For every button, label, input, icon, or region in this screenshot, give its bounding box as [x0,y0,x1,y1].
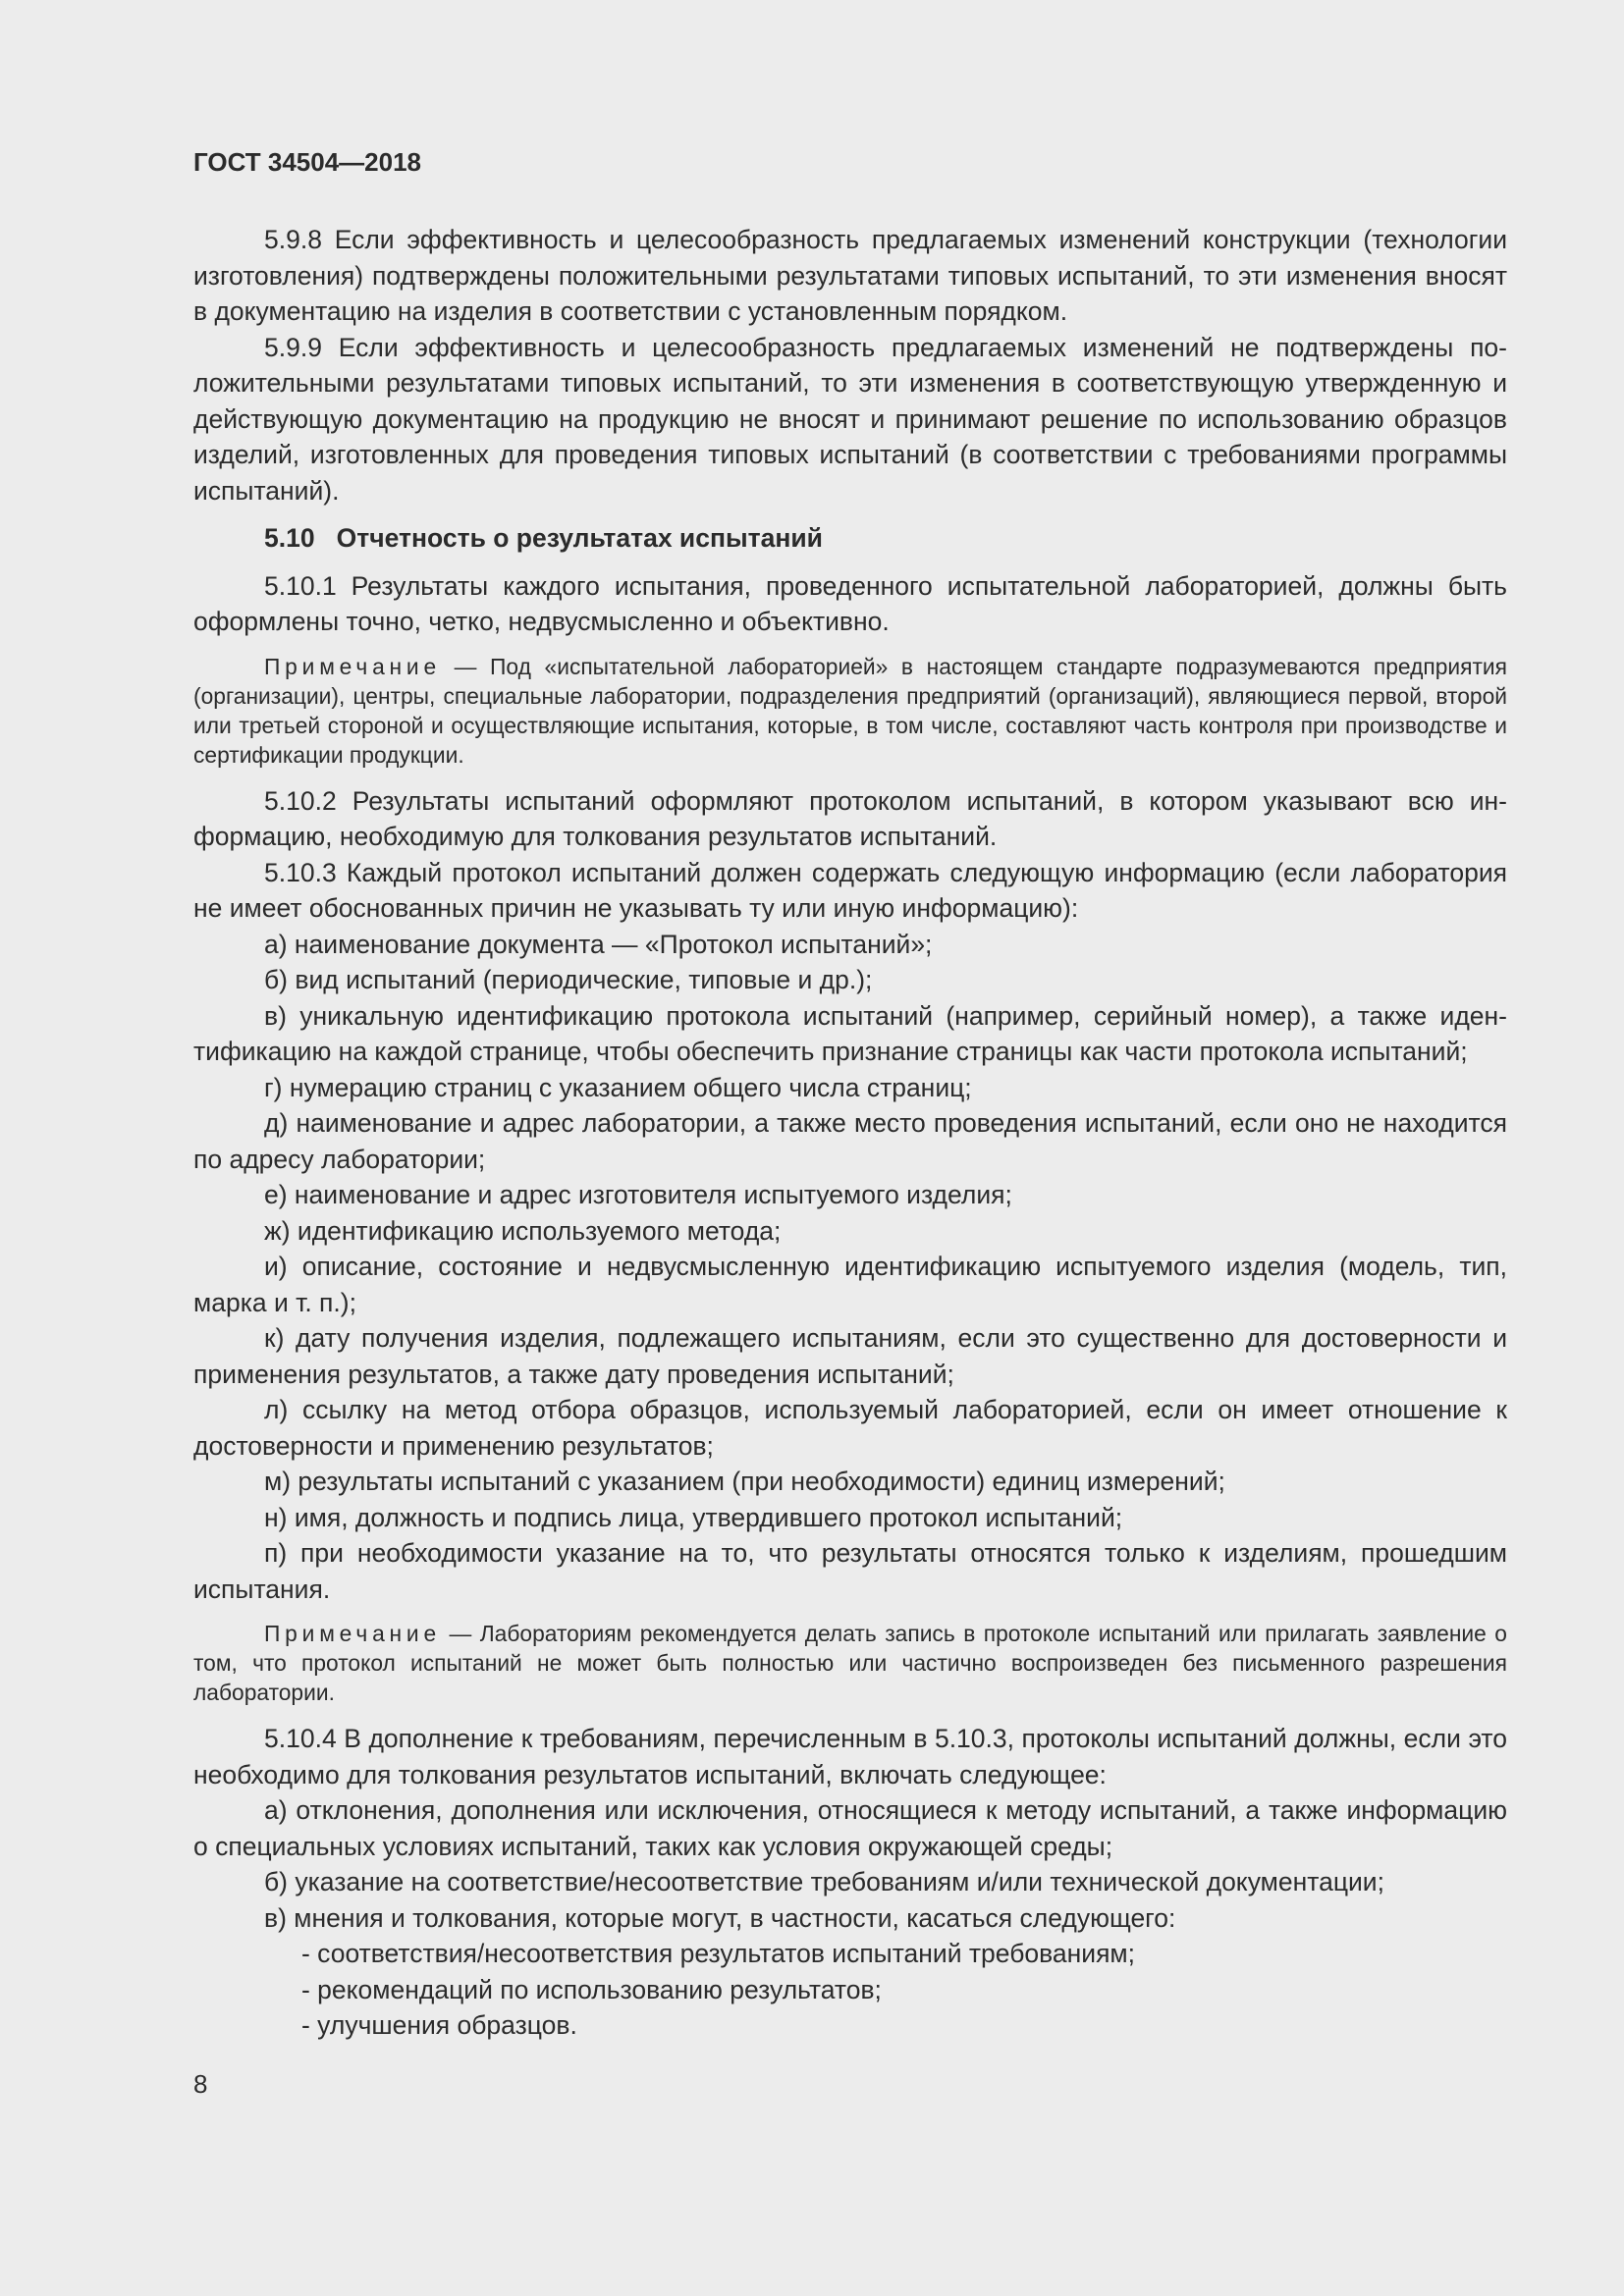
clause-5-9-8: 5.9.8 Если эффективность и целесообразность предлагаемых изменений конструкции (технологии изготовления) подтверждены положительными результатами типовых испытаний, то эти изменения вносят в документацию на изделия в соответствии с установленным порядком. [193,225,1507,326]
list-item: а) отклонения, дополнения или исключения, относящиеся к методу испытаний, а также информацию о специальных условиях испытаний, таких как условия окружающей среды; [193,1795,1507,1861]
list-item: е) наименование и адрес изготовителя испытуемого изделия; [264,1180,1012,1209]
list-item: к) дату получения изделия, подлежащего испытаниям, если это существенно для достоверности и применения результатов, а также дату проведения испытаний; [193,1323,1507,1389]
section-title: Отчетность о результатах испытаний [336,523,823,553]
dash-item: - рекомендаций по использованию результатов; [301,1974,882,2004]
clause-5-10-1: 5.10.1 Результаты каждого испытания, проведенного испытательной лабораторией, должны быть оформлены точно, четко, недвусмысленно и объективно. [193,570,1507,636]
clause-5-10-2: 5.10.2 Результаты испытаний оформляют протоколом испытаний, в котором указывают всю информацию, необходимую для толкования результатов испытаний. [193,785,1507,851]
clause-5-10-3: 5.10.3 Каждый протокол испытаний должен содержать следующую информацию (если лаборатория не имеет обоснованных причин не указывать ту или иную информацию): [193,857,1507,923]
list-item: б) указание на соответствие/несоответствие требованиям и/или технической документации; [264,1867,1384,1896]
clause-5-9-9: 5.9.9 Если эффективность и целесообразность предлагаемых изменений не подтверждены положительными результатами типовых испытаний, то эти изменения в соответствующую утвержденную и действующую документацию на продукцию не вносят и принимают решение по использованию образцов изделий, изготовленных для проведения типовых испытаний (в соответствии с требованиями программы испытаний). [193,332,1507,506]
note-2-text: — Лабораториям рекомендуется делать запись в протоколе испытаний или прилагать заявление о том, что протокол испытаний не может быть полностью или частично воспроизведен без письменного разрешения лаборатории. [193,1621,1507,1705]
list-item: п) при необходимости указание на то, что результаты относятся только к изделиям, прошедшим испытания. [193,1538,1507,1604]
note-label: Примечание [264,1621,441,1646]
note-label: Примечание [264,653,441,679]
list-item: б) вид испытаний (периодические, типовые и др.); [264,965,873,994]
dash-item: - улучшения образцов. [301,2010,577,2040]
document-header: ГОСТ 34504—2018 [193,147,421,177]
list-item: д) наименование и адрес лаборатории, а также место проведения испытаний, если оно не находится по адресу лаборатории; [193,1108,1507,1174]
section-heading [264,520,1507,557]
page-number: 8 [193,2069,208,2099]
note-1-text: — Под «испытательной лабораторией» в настоящем стандарте подразумеваются предприятия (организации), центры, специальные лаборатории, подразделения предприятий (организаций), являющиеся первой, второй или третьей стороной и осуществляющие испытания, которые, в том числе, составляют часть контроля при производстве и сертификации продукции. [193,653,1507,768]
page-content [193,222,1507,2044]
note-2 [193,1619,1507,1707]
list-item: г) нумерацию страниц с указанием общего числа страниц; [264,1072,972,1102]
list-item: а) наименование документа — «Протокол испытаний»; [264,929,933,959]
list-item: в) уникальную идентификацию протокола испытаний (например, серийный номер), а также идентификацию на каждой странице, чтобы обеспечить признание страницы как части протокола испытаний; [193,1000,1507,1066]
list-item: в) мнения и толкования, которые могут, в частности, касаться следующего: [264,1902,1176,1933]
clause-5-10-4: 5.10.4 В дополнение к требованиям, перечисленным в 5.10.3, протоколы испытаний должны, если это необходимо для толкования результатов испытаний, включать следующее: [193,1724,1507,1789]
list-item: н) имя, должность и подпись лица, утвердившего протокол испытаний; [264,1502,1123,1532]
list-item: м) результаты испытаний с указанием (при необходимости) единиц измерений; [264,1467,1225,1496]
section-number: 5.10 [264,523,315,553]
list-item: и) описание, состояние и недвусмысленную идентификацию испытуемого изделия (модель, тип, марка и т. п.); [193,1252,1507,1317]
list-item: ж) идентификацию используемого метода; [264,1215,782,1246]
list-item: л) ссылку на метод отбора образцов, используемый лабораторией, если он имеет отношение к достоверности и применению результатов; [193,1395,1507,1461]
dash-item: - соответствия/несоответствия результатов испытаний требованиям; [301,1939,1136,1968]
note-1 [193,652,1507,770]
